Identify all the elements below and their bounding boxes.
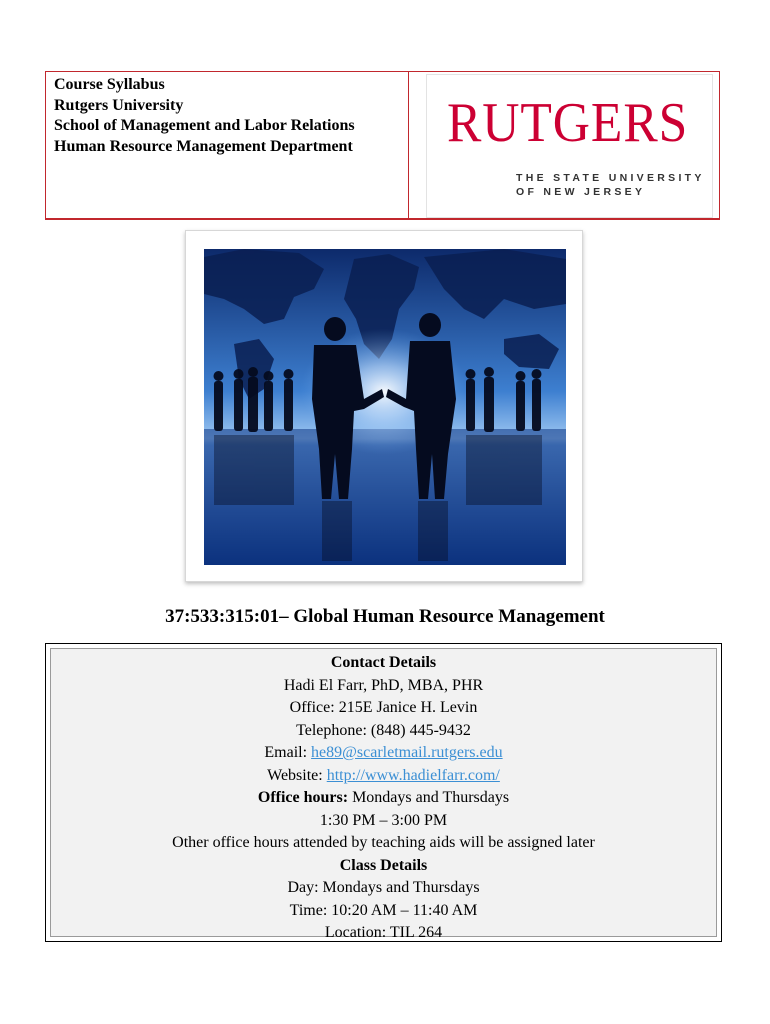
office-location: Office: 215E Janice H. Levin (289, 699, 478, 716)
office-hours-label: Office hours: (257, 789, 349, 806)
rutgers-logo (426, 74, 713, 218)
photo-frame (185, 230, 583, 582)
header-line-department: Human Resource Management Department (54, 137, 353, 155)
other-office-hours-note: Other office hours attended by teaching aids will be assigned later (172, 834, 595, 851)
contact-details-panel (50, 648, 717, 941)
email-label: Email: (264, 744, 312, 761)
logo-subline-1: THE STATE UNIVERSITY (516, 172, 705, 184)
course-title: 37:533:315:01– Global Human Resource Management (165, 606, 605, 627)
header-logo-cell (409, 72, 719, 218)
contact-heading: Contact Details (330, 654, 437, 671)
office-hours-time: 1:30 PM – 3:00 PM (319, 811, 448, 829)
contact-details-box (45, 643, 722, 942)
header-text-cell (46, 72, 409, 218)
telephone: Telephone: (848) 445-9432 (296, 721, 471, 739)
email-line (51, 742, 716, 765)
website-line (51, 765, 716, 788)
email-link[interactable]: he89@scarletmail.rutgers.edu (311, 744, 503, 761)
header-line-course-syllabus: Course Syllabus (54, 76, 165, 93)
class-location: Location: TIL 264 (324, 924, 443, 941)
header-table (45, 71, 720, 220)
office-hours-line (51, 787, 716, 810)
handshake-world-map-image (204, 249, 566, 565)
header-line-school: School of Management and Labor Relations (54, 117, 355, 134)
class-time: Time: 10:20 AM – 11:40 AM (289, 901, 478, 919)
instructor-name: Hadi El Farr, PhD, MBA, PHR (283, 676, 484, 694)
class-details-heading: Class Details (339, 856, 428, 874)
header-line-university: Rutgers University (54, 96, 184, 114)
logo-wordmark: RUTGERS (447, 92, 689, 154)
class-day: Day: Mondays and Thursdays (287, 879, 480, 896)
logo-subline-2: OF NEW JERSEY (516, 186, 646, 198)
website-label: Website: (267, 766, 327, 784)
office-hours-days: Mondays and Thursdays (348, 789, 510, 806)
website-link[interactable]: http://www.hadielfarr.com/ (326, 766, 500, 784)
